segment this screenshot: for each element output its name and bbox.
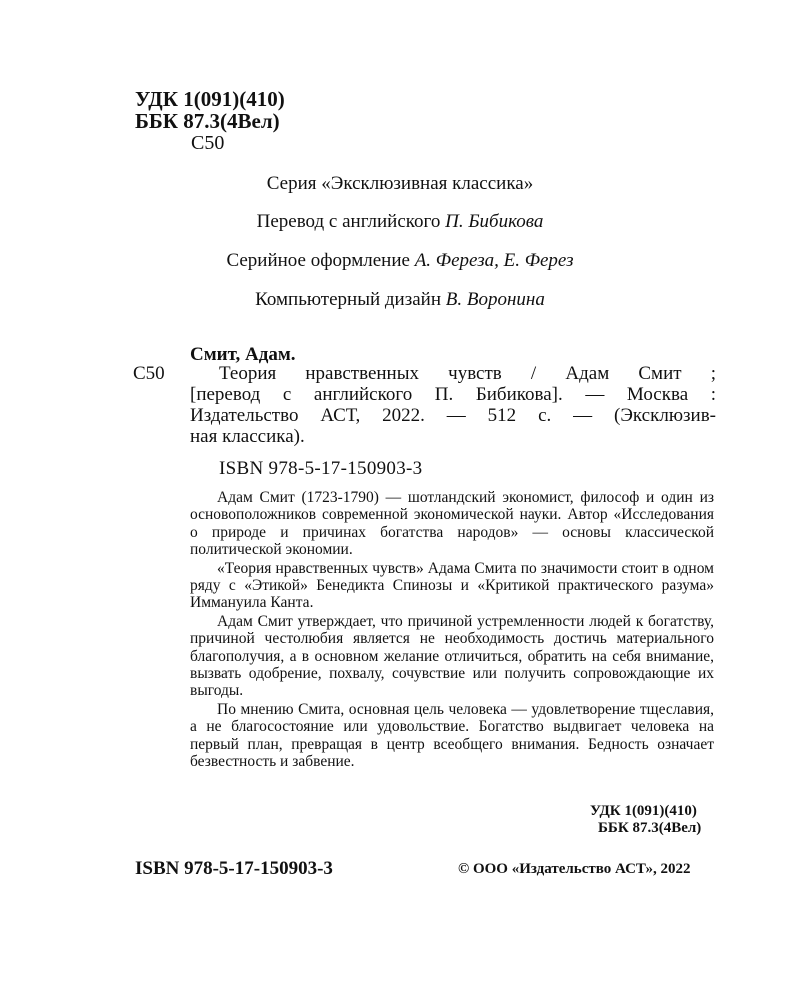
- computer-design-prefix: Компьютерный дизайн: [255, 289, 442, 310]
- designer-names: А. Фереза, Е. Ферез: [414, 250, 574, 271]
- translation-prefix: Перевод с английского: [256, 211, 441, 232]
- footer-udk: УДК 1(091)(410): [590, 803, 697, 819]
- udk-code: УДК 1(091)(410): [135, 87, 285, 111]
- footer-bbk: ББК 87.3(4Вел): [598, 820, 702, 836]
- copyright-notice: © ООО «Издательство АСТ», 2022: [458, 861, 691, 877]
- series-line: Серия «Эксклюзивная классика»: [266, 173, 534, 194]
- footer-isbn: ISBN 978-5-17-150903-3: [135, 858, 333, 879]
- biblio-isbn: ISBN 978-5-17-150903-3: [219, 458, 423, 479]
- computer-design-line: [0, 289, 800, 311]
- abstract-paragraph: «Теория нравственных чувств» Адама Смита по значимости стоит в одном ряду с «Этикой» Бенедикта Спинозы и «Критикой практического разума» Иммануила Канта.: [190, 559, 714, 612]
- abstract-paragraph: Адам Смит (1723-1790) — шотландский экономист, философ и один из основоположников современной экономической науки. Автор «Исследования о природе и причинах богатства народов» — основы классической политической экономии.: [190, 489, 714, 559]
- abstract-paragraph: Адам Смит утверждает, что причиной устремленности людей к богатству, причиной честолюбия является не необходимость достичь материального благополучия, а в основном желание отличиться, обратить на себя внимание, вызвать одобрение, похвалу, сочувствие или получить сопровождающие их выгоды.: [190, 612, 714, 700]
- translator-name: П. Бибикова: [445, 211, 544, 232]
- abstract: [190, 489, 714, 772]
- bbk-code: ББК 87.3(4Вел): [135, 109, 280, 133]
- abstract-paragraph: По мнению Смита, основная цель человека — удовлетворение тщеславия, а не благосостояние или удовольствие. Богатство выдвигает человека на первый план, превращая в центр всеобщего внимания. Бедность означает безвестность и забвение.: [190, 700, 714, 771]
- translation-line: [0, 211, 800, 233]
- design-line: [0, 250, 800, 272]
- biblio-line: Теория нравственных чувств / Адам Смит ;: [219, 363, 716, 384]
- biblio-line: [перевод с английского П. Бибикова]. — Москва :: [190, 384, 716, 405]
- author-heading: Смит, Адам.: [190, 344, 296, 365]
- author-mark: С50: [191, 132, 225, 154]
- design-prefix: Серийное оформление: [226, 250, 410, 271]
- biblio-line: ная классика).: [190, 426, 305, 447]
- computer-designer-name: В. Воронина: [445, 289, 545, 310]
- biblio-line: Издательство АСТ, 2022. — 512 с. — (Эксклюзив-: [190, 405, 716, 426]
- biblio-mark: С50: [133, 363, 165, 384]
